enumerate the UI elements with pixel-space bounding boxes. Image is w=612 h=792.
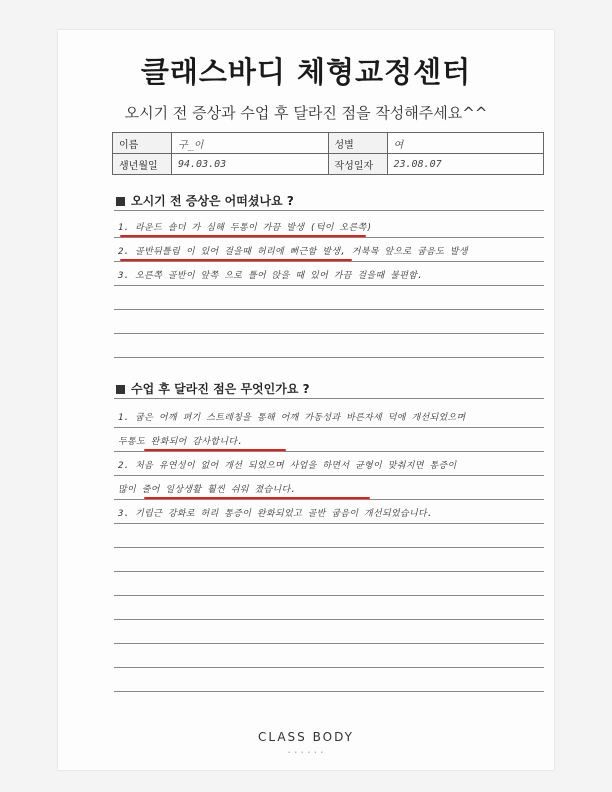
name-label: 이름 [113, 133, 172, 154]
after-line-2: 2. 처음 유연성이 없어 개선 되었으며 사업을 하면서 균형이 맞춰지면 통증이 [118, 461, 457, 471]
writing-rule [114, 691, 544, 692]
writing-rule [114, 547, 544, 548]
writing-rule [114, 643, 544, 644]
before-line-1: 1. 라운드 숄더 가 심해 두통이 가끔 발생 (턱이 오른쪽) [118, 223, 373, 233]
writing-rule [114, 451, 544, 452]
gender-value: 여 [387, 133, 544, 154]
writing-rule [114, 357, 544, 358]
before-line-2: 2. 골반뒤틀림 이 있어 걸을때 허리에 뻐근함 발생, 거북목 앞으로 굽음도 발생 [118, 247, 468, 257]
writing-rule [114, 667, 544, 668]
section-divider [114, 398, 544, 399]
footer-ornament: • • • • • • [287, 750, 325, 756]
writing-rule [114, 427, 544, 428]
before-heading: 오시기 전 증상은 어떠셨나요 ? [116, 192, 294, 209]
birth-value: 94.03.03 [172, 154, 329, 175]
after-heading: 수업 후 달라진 점은 무엇인가요 ? [116, 380, 310, 397]
writing-rule [114, 595, 544, 596]
brand-logo-text: CLASS BODY [258, 730, 354, 744]
writing-rule [114, 285, 544, 286]
writing-rule [114, 475, 544, 476]
birth-label: 생년월일 [113, 154, 172, 175]
writing-rule [114, 499, 544, 500]
date-label: 작성일자 [328, 154, 387, 175]
info-table [112, 132, 544, 175]
after-line-1-cont: 두통도 완화되어 감사합니다. [118, 437, 244, 447]
date-value: 23.08.07 [387, 154, 544, 175]
after-line-1: 1. 굽은 어깨 펴기 스트레칭을 통해 어깨 가동성과 바른자세 덕에 개선되었으며 [118, 413, 466, 423]
square-bullet-icon [116, 197, 125, 206]
writing-rule [114, 619, 544, 620]
writing-rule [114, 523, 544, 524]
after-line-3: 3. 기립근 강화로 허리 통증이 완화되었고 골반 굽음이 개선되었습니다. [118, 509, 433, 519]
square-bullet-icon [116, 385, 125, 394]
page-title: 클래스바디 체형교정센터 [140, 55, 472, 89]
page-subtitle: 오시기 전 증상과 수업 후 달라진 점을 작성해주세요^^ [124, 104, 488, 122]
writing-rule [114, 237, 544, 238]
after-line-2-cont: 많이 줄어 일상생활 훨씬 쉬워 졌습니다. [118, 485, 297, 495]
section-divider [114, 210, 544, 211]
writing-rule [114, 261, 544, 262]
writing-rule [114, 309, 544, 310]
gender-label: 성별 [328, 133, 387, 154]
writing-rule [114, 571, 544, 572]
name-value: 구_이 [172, 133, 329, 154]
before-line-3: 3. 오른쪽 골반이 앞쪽 으로 틀어 앉을 때 있어 가끔 걸을때 불편함. [118, 271, 423, 281]
questionnaire-page [58, 30, 554, 770]
writing-rule [114, 333, 544, 334]
